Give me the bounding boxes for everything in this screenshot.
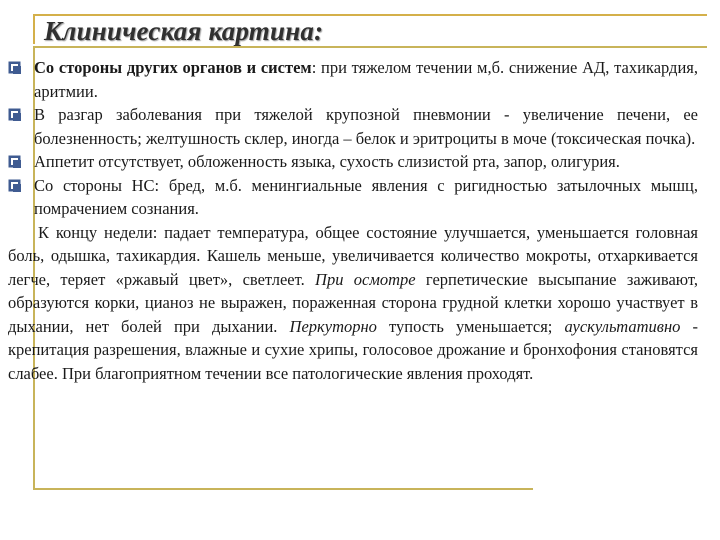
checkbox-bullet-icon xyxy=(8,179,21,192)
title-accent-bar xyxy=(33,14,35,44)
checkbox-bullet-icon xyxy=(8,155,21,168)
paragraph-text: герпетические высыпание заживают, образуются корки, цианоз не выражен, пораженная сторона грудной клетки хорошо участвует в дыхании, нет болей при дыхании. xyxy=(8,269,698,336)
paragraph-italic-term: аускультативно xyxy=(564,316,681,336)
bullet-text: В разгар заболевания при тяжелой крупозной пневмонии - увеличение печени, ее болезненность; желтушность склер, иногда – белок и эритроциты в моче (токсическая почка). xyxy=(34,105,698,148)
paragraph-text: К концу недели: падает температура, общее состояние улучшается, уменьшается головная боль, одышка, тахикардия. Кашель меньше, увеличивается количество мокроты, отхаркивается легче, теряет «ржавый цвет», светлеет. xyxy=(8,222,698,289)
bullet-item xyxy=(8,174,698,221)
bullet-bold-lead: Со стороны других органов и систем xyxy=(34,58,312,77)
paragraph-italic-term: При осмотре xyxy=(315,269,416,289)
bullet-item xyxy=(8,103,698,150)
checkbox-bullet-icon xyxy=(8,61,21,74)
bullet-text: : при тяжелом течении м,б. снижение АД, тахикардия, аритмии. xyxy=(34,58,698,101)
bullet-text: Со стороны НС: бред, м.б. менингиальные явления с ригидностью затылочных мышц, помрачением сознания. xyxy=(34,175,698,218)
checkbox-bullet-icon xyxy=(8,108,21,121)
paragraph-text: тупость уменьшается; xyxy=(376,316,565,336)
bullet-item xyxy=(8,150,698,174)
bullet-list xyxy=(8,56,698,221)
bullet-item xyxy=(8,56,698,103)
paragraph-text: - крепитация разрешения, влажные и сухие хрипы, голосовое дрожание и бронхофония становятся слабее. При благоприятном течении все патологические явления проходят. xyxy=(8,316,698,383)
slide-title: Клиническая картина: xyxy=(44,16,324,46)
paragraph-italic-term: Перкуторно xyxy=(289,316,377,336)
bullet-text: Аппетит отсутствует, обложенность языка, сухость слизистой рта, запор, олигурия. xyxy=(34,152,620,171)
recovery-paragraph xyxy=(8,221,698,386)
slide-content xyxy=(8,56,698,385)
title-underline xyxy=(33,46,707,48)
bottom-border-line xyxy=(33,488,533,490)
